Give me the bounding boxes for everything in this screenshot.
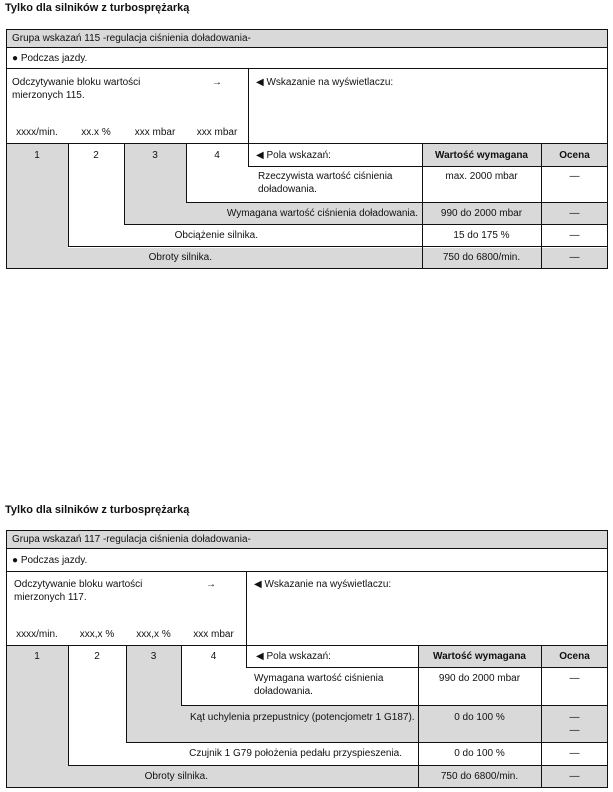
field-4: 4 [214, 150, 220, 161]
arrow-icon: → [206, 579, 216, 590]
row-rating: — [569, 725, 580, 736]
row-value: 15 do 175 % [453, 230, 510, 241]
group-title: Grupa wskazań 117 -regulacja ciśnienia doładowania- [12, 534, 251, 545]
row-value: 0 do 100 % [454, 748, 505, 759]
row-rating: — [569, 171, 580, 182]
row-rating: — [569, 673, 580, 684]
read-block-text: Odczytywanie bloku wartości mierzonych 117. [14, 579, 143, 603]
row-rating: — [569, 712, 580, 723]
unit-4: xxx mbar [193, 629, 234, 640]
unit-2: xx.x % [81, 127, 111, 138]
read-block-text: Odczytywanie bloku wartości mierzonych 115. [12, 77, 141, 101]
unit-3: xxx,x % [136, 629, 171, 640]
row-value: 750 do 6800/min. [440, 771, 519, 782]
display-label: ◀ Wskazanie na wyświetlaczu: [256, 77, 394, 88]
display-label: ◀ Wskazanie na wyświetlaczu: [254, 579, 392, 590]
row-label: Obciążenie silnika. [174, 230, 258, 241]
field-3: 3 [150, 651, 157, 662]
row-label: Wymagana wartość ciśnienia doładowania. [226, 208, 418, 219]
group-title: Grupa wskazań 115 -regulacja ciśnienia doładowania- [12, 33, 251, 44]
section-heading: Tylko dla silników z turbosprężarką [5, 2, 190, 14]
field-3: 3 [152, 150, 158, 161]
row-label: Kąt uchylenia przepustnicy (potencjometr 1 G187). [190, 712, 415, 723]
row-label: Obroty silnika. [144, 771, 208, 782]
row-label: Obroty silnika. [148, 252, 212, 263]
unit-1: xxxx/min. [16, 629, 58, 640]
row-rating: — [569, 252, 580, 263]
field-1: 1 [34, 150, 40, 161]
condition-text: ● Podczas jazdy. [12, 555, 88, 566]
fields-label: ◀ Pola wskazań: [256, 150, 331, 161]
section-heading: Tylko dla silników z turbosprężarką [5, 504, 190, 516]
row-rating: — [569, 208, 580, 219]
arrow-icon: → [212, 77, 222, 88]
row-rating: — [569, 230, 580, 241]
row-value: 990 do 2000 mbar [438, 673, 521, 684]
row-value: max. 2000 mbar [445, 171, 518, 182]
field-1: 1 [34, 651, 40, 662]
unit-1: xxxx/min. [16, 127, 58, 138]
field-2: 2 [93, 150, 99, 161]
unit-4: xxx mbar [196, 127, 238, 138]
field-4: 4 [210, 651, 217, 662]
row-label: Czujnik 1 G79 położenia pedału przyspieszenia. [189, 748, 402, 759]
row-rating: — [569, 748, 580, 759]
row-label: Rzeczywista wartość ciśnienia doładowania. [258, 171, 393, 195]
row-value: 750 do 6800/min. [442, 252, 521, 263]
row-rating: — [569, 771, 580, 782]
row-value: 990 do 2000 mbar [440, 208, 523, 219]
col-rating: Ocena [559, 651, 590, 662]
condition-text: ● Podczas jazdy. [12, 53, 88, 64]
fields-label: ◀ Pola wskazań: [256, 651, 331, 662]
row-label: Wymagana wartość ciśnienia doładowania. [254, 673, 384, 697]
unit-2: xxx,x % [79, 629, 115, 640]
row-value: 0 do 100 % [454, 712, 505, 723]
col-required: Wartość wymagana [435, 150, 528, 161]
col-required: Wartość wymagana [433, 651, 526, 662]
unit-3: xxx mbar [134, 127, 176, 138]
col-rating: Ocena [559, 150, 590, 161]
field-2: 2 [94, 651, 100, 662]
